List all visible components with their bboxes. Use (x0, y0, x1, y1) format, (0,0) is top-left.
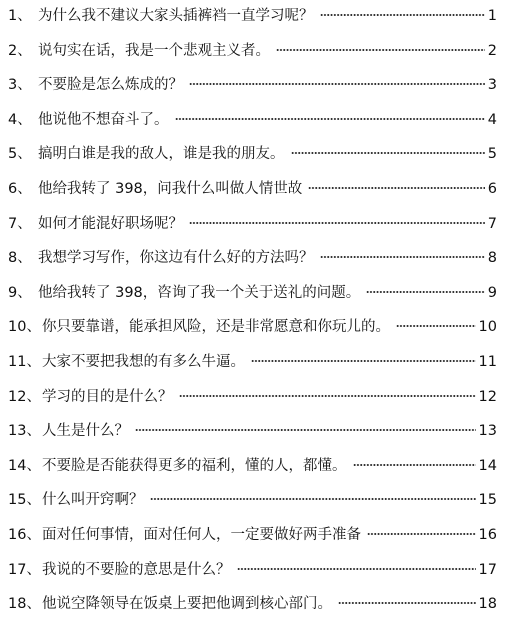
dot-leader (175, 116, 485, 122)
dot-leader (320, 12, 485, 18)
dot-leader (150, 496, 476, 502)
entry-page: 4 (487, 111, 497, 128)
entry-number: 11、 (8, 354, 41, 370)
entry-number: 5、 (8, 146, 32, 163)
toc-entry[interactable] (0, 281, 517, 305)
entry-page: 9 (487, 284, 497, 301)
entry-title: 学习的目的是什么？ (42, 388, 173, 405)
toc-entry[interactable] (0, 592, 517, 616)
entry-title: 他给我转了 398，问我什么叫做人情世故 (38, 181, 303, 197)
toc-entry[interactable] (0, 108, 517, 132)
entry-page: 17 (478, 561, 497, 578)
entry-title: 不要脸是怎么炼成的？ (38, 77, 183, 94)
dot-leader (367, 531, 476, 537)
dot-leader (366, 289, 485, 295)
dot-leader (308, 185, 485, 191)
entry-page: 12 (478, 388, 497, 405)
toc-entry[interactable] (0, 246, 517, 270)
toc-entry[interactable] (0, 350, 517, 374)
toc-entry[interactable] (0, 419, 517, 443)
entry-title: 人生是什么？ (42, 423, 129, 440)
entry-number: 15、 (8, 492, 41, 509)
entry-number: 9、 (8, 284, 32, 301)
entry-page: 16 (478, 527, 497, 543)
entry-page: 6 (487, 181, 497, 197)
entry-page: 8 (487, 250, 497, 267)
dot-leader (179, 393, 476, 399)
toc-entry[interactable] (0, 4, 517, 28)
toc-entry[interactable] (0, 558, 517, 582)
toc-entry[interactable] (0, 315, 517, 339)
entry-page: 11 (478, 354, 497, 370)
dot-leader (251, 358, 476, 364)
dot-leader (135, 427, 476, 433)
toc-entry[interactable] (0, 523, 517, 547)
entry-page: 15 (478, 492, 497, 509)
entry-number: 7、 (8, 215, 32, 232)
entry-title: 不要脸是否能获得更多的福利，懂的人，都懂。 (42, 457, 347, 474)
entry-page: 10 (478, 319, 497, 336)
dot-leader (237, 566, 476, 572)
entry-number: 6、 (8, 181, 32, 197)
entry-title: 你只要靠谱，能承担风险，还是非常愿意和你玩儿的。 (42, 319, 390, 336)
dot-leader (396, 323, 476, 329)
entry-number: 1、 (8, 8, 32, 24)
dot-leader (353, 462, 476, 468)
entry-title: 搞明白谁是我的敌人，谁是我的朋友。 (38, 146, 285, 163)
entry-number: 8、 (8, 250, 32, 267)
dot-leader (189, 220, 485, 226)
entry-number: 17、 (8, 561, 41, 578)
entry-number: 2、 (8, 42, 32, 59)
toc-entry[interactable] (0, 385, 517, 409)
dot-leader (338, 600, 476, 606)
entry-number: 18、 (8, 596, 41, 613)
dot-leader (291, 150, 485, 156)
dot-leader (189, 81, 485, 87)
entry-title: 说句实在话，我是一个悲观主义者。 (38, 42, 270, 59)
entry-title: 大家不要把我想的有多么牛逼。 (42, 354, 245, 370)
entry-title: 他说空降领导在饭桌上要把他调到核心部门。 (42, 596, 332, 613)
entry-page: 1 (487, 8, 497, 24)
dot-leader (320, 254, 485, 260)
entry-title: 如何才能混好职场呢？ (38, 215, 183, 232)
entry-title: 我想学习写作，你这边有什么好的方法吗？ (38, 250, 314, 267)
entry-title: 面对任何事情，面对任何人，一定要做好两手准备 (42, 527, 361, 543)
entry-page: 2 (487, 42, 497, 59)
entry-page: 7 (487, 215, 497, 232)
toc-entry[interactable] (0, 177, 517, 201)
entry-title: 我说的不要脸的意思是什么？ (42, 561, 231, 578)
entry-title: 为什么我不建议大家头插裤裆一直学习呢？ (38, 8, 314, 24)
toc-entry[interactable] (0, 454, 517, 478)
entry-page: 3 (487, 77, 497, 94)
entry-number: 14、 (8, 457, 41, 474)
toc-entry[interactable] (0, 142, 517, 166)
toc-entry[interactable] (0, 488, 517, 512)
entry-number: 10、 (8, 319, 41, 336)
entry-page: 14 (478, 457, 497, 474)
entry-page: 18 (478, 596, 497, 613)
entry-number: 12、 (8, 388, 41, 405)
entry-number: 13、 (8, 423, 41, 440)
entry-number: 16、 (8, 527, 41, 543)
toc-entry[interactable] (0, 212, 517, 236)
dot-leader (276, 47, 485, 53)
toc-entry[interactable] (0, 73, 517, 97)
entry-title: 什么叫开窍啊？ (42, 492, 144, 509)
entry-page: 5 (487, 146, 497, 163)
entry-title: 他给我转了 398，咨询了我一个关于送礼的问题。 (38, 284, 361, 301)
entry-number: 4、 (8, 111, 32, 128)
entry-number: 3、 (8, 77, 32, 94)
toc-entry[interactable] (0, 39, 517, 63)
entry-title: 他说他不想奋斗了。 (38, 111, 169, 128)
entry-page: 13 (478, 423, 497, 440)
